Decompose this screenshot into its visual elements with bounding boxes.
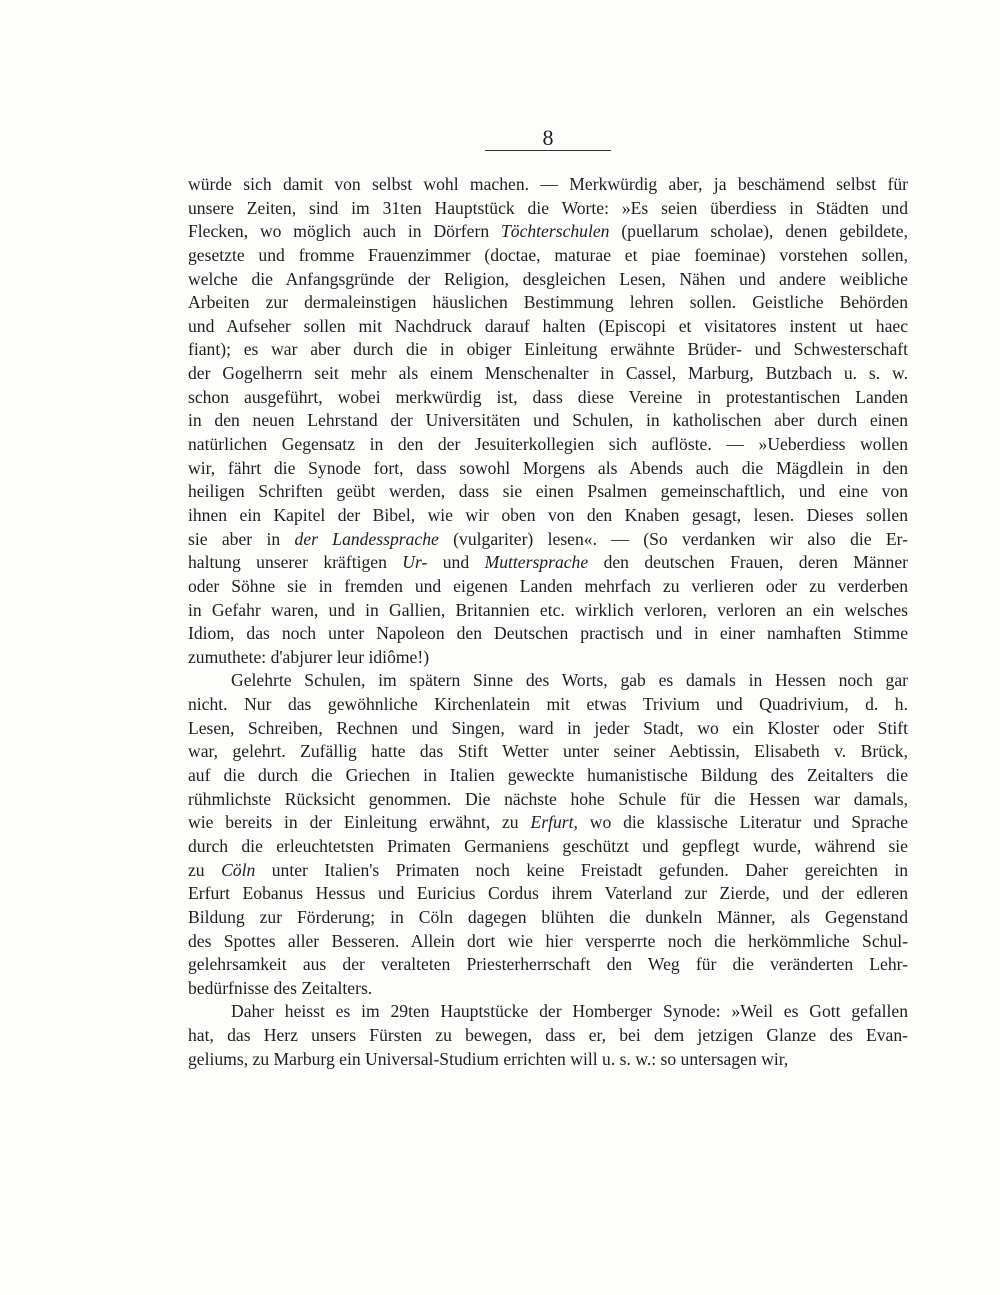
text-run: haltung unserer kräftigen xyxy=(188,552,403,573)
text-line xyxy=(188,480,908,504)
text-run: in den neuen Lehrstand der Universitäten und Schulen, in katholischen aber durch einen xyxy=(188,410,908,431)
emphasized-text: der Landessprache xyxy=(294,528,439,549)
text-run: wie bereits in der Einleitung erwähnt, zu xyxy=(188,812,531,833)
text-run: Flecken, wo möglich auch in Dörfern xyxy=(188,221,501,242)
text-line xyxy=(188,433,908,457)
text-run: Erfurt Eobanus Hessus und Euricius Cordus ihrem Vaterland zur Zierde, und der edleren xyxy=(188,883,908,904)
text-line xyxy=(188,811,908,835)
text-run: unter Italien's Primaten noch keine Freistadt gefunden. Daher gereichten in xyxy=(255,859,908,880)
text-line xyxy=(188,740,908,764)
text-line xyxy=(188,859,908,883)
text-line xyxy=(188,669,908,693)
emphasized-text: Ur- xyxy=(402,552,428,573)
text-run: Daher heisst es im 29ten Hauptstücke der Homberger Synode: »Weil es Gott gefallen xyxy=(231,1001,908,1022)
text-run: gelehrsamkeit aus der veralteten Priesterherrschaft den Weg für die veränderten Lehr- xyxy=(188,954,908,975)
text-run: geliums, zu Marburg ein Universal-Studium errichten will u. s. w.: so untersagen wir, xyxy=(188,1048,789,1069)
text-run: (vulgariter) lesen«. — (So verdanken wir also die Er- xyxy=(438,528,909,549)
text-run: ihnen ein Kapitel der Bibel, wie wir oben von den Knaben gesagt, lesen. Dieses sollen xyxy=(188,504,908,525)
text-run: war, gelehrt. Zufällig hatte das Stift Wetter unter seiner Aebtissin, Elisabeth v. Brück, xyxy=(188,741,908,762)
text-line xyxy=(188,622,908,646)
text-line xyxy=(188,977,908,1001)
text-line xyxy=(188,504,908,528)
text-run: welche die Anfangsgründe der Religion, desgleichen Lesen, Nähen und andere weibliche xyxy=(188,268,908,289)
text-run: Bildung zur Förderung; in Cöln dagegen blühten die dunkeln Männer, als Gegenstand xyxy=(188,906,908,927)
text-run: unsere Zeiten, sind im 31ten Hauptstück die Worte: »Es seien überdiess in Städten und xyxy=(188,197,908,218)
text-run: Lesen, Schreiben, Rechnen und Singen, ward in jeder Stadt, wo ein Kloster oder Stift xyxy=(188,717,908,738)
text-line xyxy=(188,244,908,268)
text-run: rühmlichste Rücksicht genommen. Die nächste hohe Schule für die Hessen war damals, xyxy=(188,788,908,809)
text-line xyxy=(188,1048,908,1072)
text-line xyxy=(188,268,908,292)
text-line xyxy=(188,457,908,481)
text-line xyxy=(188,528,908,552)
text-line xyxy=(188,953,908,977)
text-run: oder Söhne sie in fremden und eigenen Landen mehrfach zu verlieren oder zu verderben xyxy=(188,575,908,596)
emphasized-text: Muttersprache xyxy=(484,552,589,573)
text-line xyxy=(188,693,908,717)
text-run: in Gefahr waren, und in Gallien, Britannien etc. wirklich verloren, verloren an ein welsches xyxy=(188,599,908,620)
text-run: der Gogelherrn seit mehr als einem Menschenalter in Cassel, Marburg, Butzbach u. s. w. xyxy=(188,363,908,384)
text-line xyxy=(188,386,908,410)
text-run: zu xyxy=(188,859,222,880)
text-run: wir, fährt die Synode fort, dass sowohl Morgens als Abends auch die Mägdlein in den xyxy=(188,457,908,478)
emphasized-text: Cöln xyxy=(221,859,256,880)
text-run: fiant); es war aber durch die in obiger Einleitung erwähnte Brüder- und Schwesterschaft xyxy=(188,339,908,360)
text-run: heiligen Schriften geübt werden, dass sie einen Psalmen gemeinschaftlich, und eine von xyxy=(188,481,908,502)
text-line xyxy=(188,291,908,315)
text-run: bedürfnisse des Zeitalters. xyxy=(188,977,373,998)
text-line xyxy=(188,835,908,859)
text-line xyxy=(188,764,908,788)
text-line xyxy=(188,551,908,575)
text-line xyxy=(188,930,908,954)
text-run: Arbeiten zur dermaleinstigen häuslichen Bestimmung lehren sollen. Geistliche Behörden xyxy=(188,292,908,313)
text-line xyxy=(188,409,908,433)
text-run: wo die klassische Literatur und Sprache xyxy=(577,812,909,833)
text-run: natürlichen Gegensatz in den der Jesuiterkollegien sich auflöste. — »Ueberdiess wollen xyxy=(188,434,908,455)
text-line xyxy=(188,197,908,221)
text-run: (puellarum scholae), denen gebildete, xyxy=(609,221,908,242)
text-run: gesetzte und fromme Frauenzimmer (doctae, maturae et piae foeminae) vorstehen sollen, xyxy=(188,244,908,265)
text-line xyxy=(188,220,908,244)
text-run: schon ausgeführt, wobei merkwürdig ist, dass diese Vereine in protestantischen Landen xyxy=(188,386,908,407)
text-line xyxy=(188,788,908,812)
text-line xyxy=(188,338,908,362)
text-run: durch die erleuchtetsten Primaten Germaniens geschützt und gepflegt wurde, während sie xyxy=(188,835,908,856)
text-run: sie aber in xyxy=(188,528,295,549)
text-line xyxy=(188,315,908,339)
paragraph xyxy=(188,1000,908,1071)
text-line xyxy=(188,1000,908,1024)
page-number: 8 xyxy=(542,125,554,150)
text-run: den deutschen Frauen, deren Männer xyxy=(588,552,908,573)
text-run: nicht. Nur das gewöhnliche Kirchenlatein mit etwas Trivium und Quadrivium, d. h. xyxy=(188,694,908,715)
text-line xyxy=(188,599,908,623)
paragraph xyxy=(188,669,908,1000)
text-line xyxy=(188,173,908,197)
text-line xyxy=(188,575,908,599)
text-body xyxy=(188,173,908,1071)
page-number-rule xyxy=(485,150,611,151)
text-run: Idiom, das noch unter Napoleon den Deutschen practisch und in einer namhaften Stimme xyxy=(188,623,908,644)
text-line xyxy=(188,1024,908,1048)
text-line xyxy=(188,646,908,670)
text-run: Gelehrte Schulen, im spätern Sinne des Worts, gab es damals in Hessen noch gar xyxy=(231,670,908,691)
text-run: würde sich damit von selbst wohl machen. — Merkwürdig aber, ja beschämend selbst für xyxy=(188,174,908,194)
text-run: auf die durch die Griechen in Italien geweckte humanistische Bildung des Zeitalters die xyxy=(188,765,908,786)
text-run: hat, das Herz unsers Fürsten zu bewegen, dass er, bei dem jetzigen Glanze des Evan- xyxy=(188,1025,908,1046)
emphasized-text: Erfurt, xyxy=(530,812,578,833)
text-run: zumuthete: d'abjurer leur idiôme!) xyxy=(188,646,430,667)
text-run: und xyxy=(427,552,485,573)
text-run: des Spottes aller Besseren. Allein dort wie hier versperrte noch die herkömmliche Schul- xyxy=(188,930,908,951)
text-run: und Aufseher sollen mit Nachdruck darauf halten (Episcopi et visitatores instent ut haec xyxy=(188,315,908,336)
text-line xyxy=(188,362,908,386)
text-line xyxy=(188,882,908,906)
emphasized-text: Töchterschulen xyxy=(500,221,610,242)
paragraph xyxy=(188,173,908,669)
text-line xyxy=(188,906,908,930)
text-line xyxy=(188,717,908,741)
